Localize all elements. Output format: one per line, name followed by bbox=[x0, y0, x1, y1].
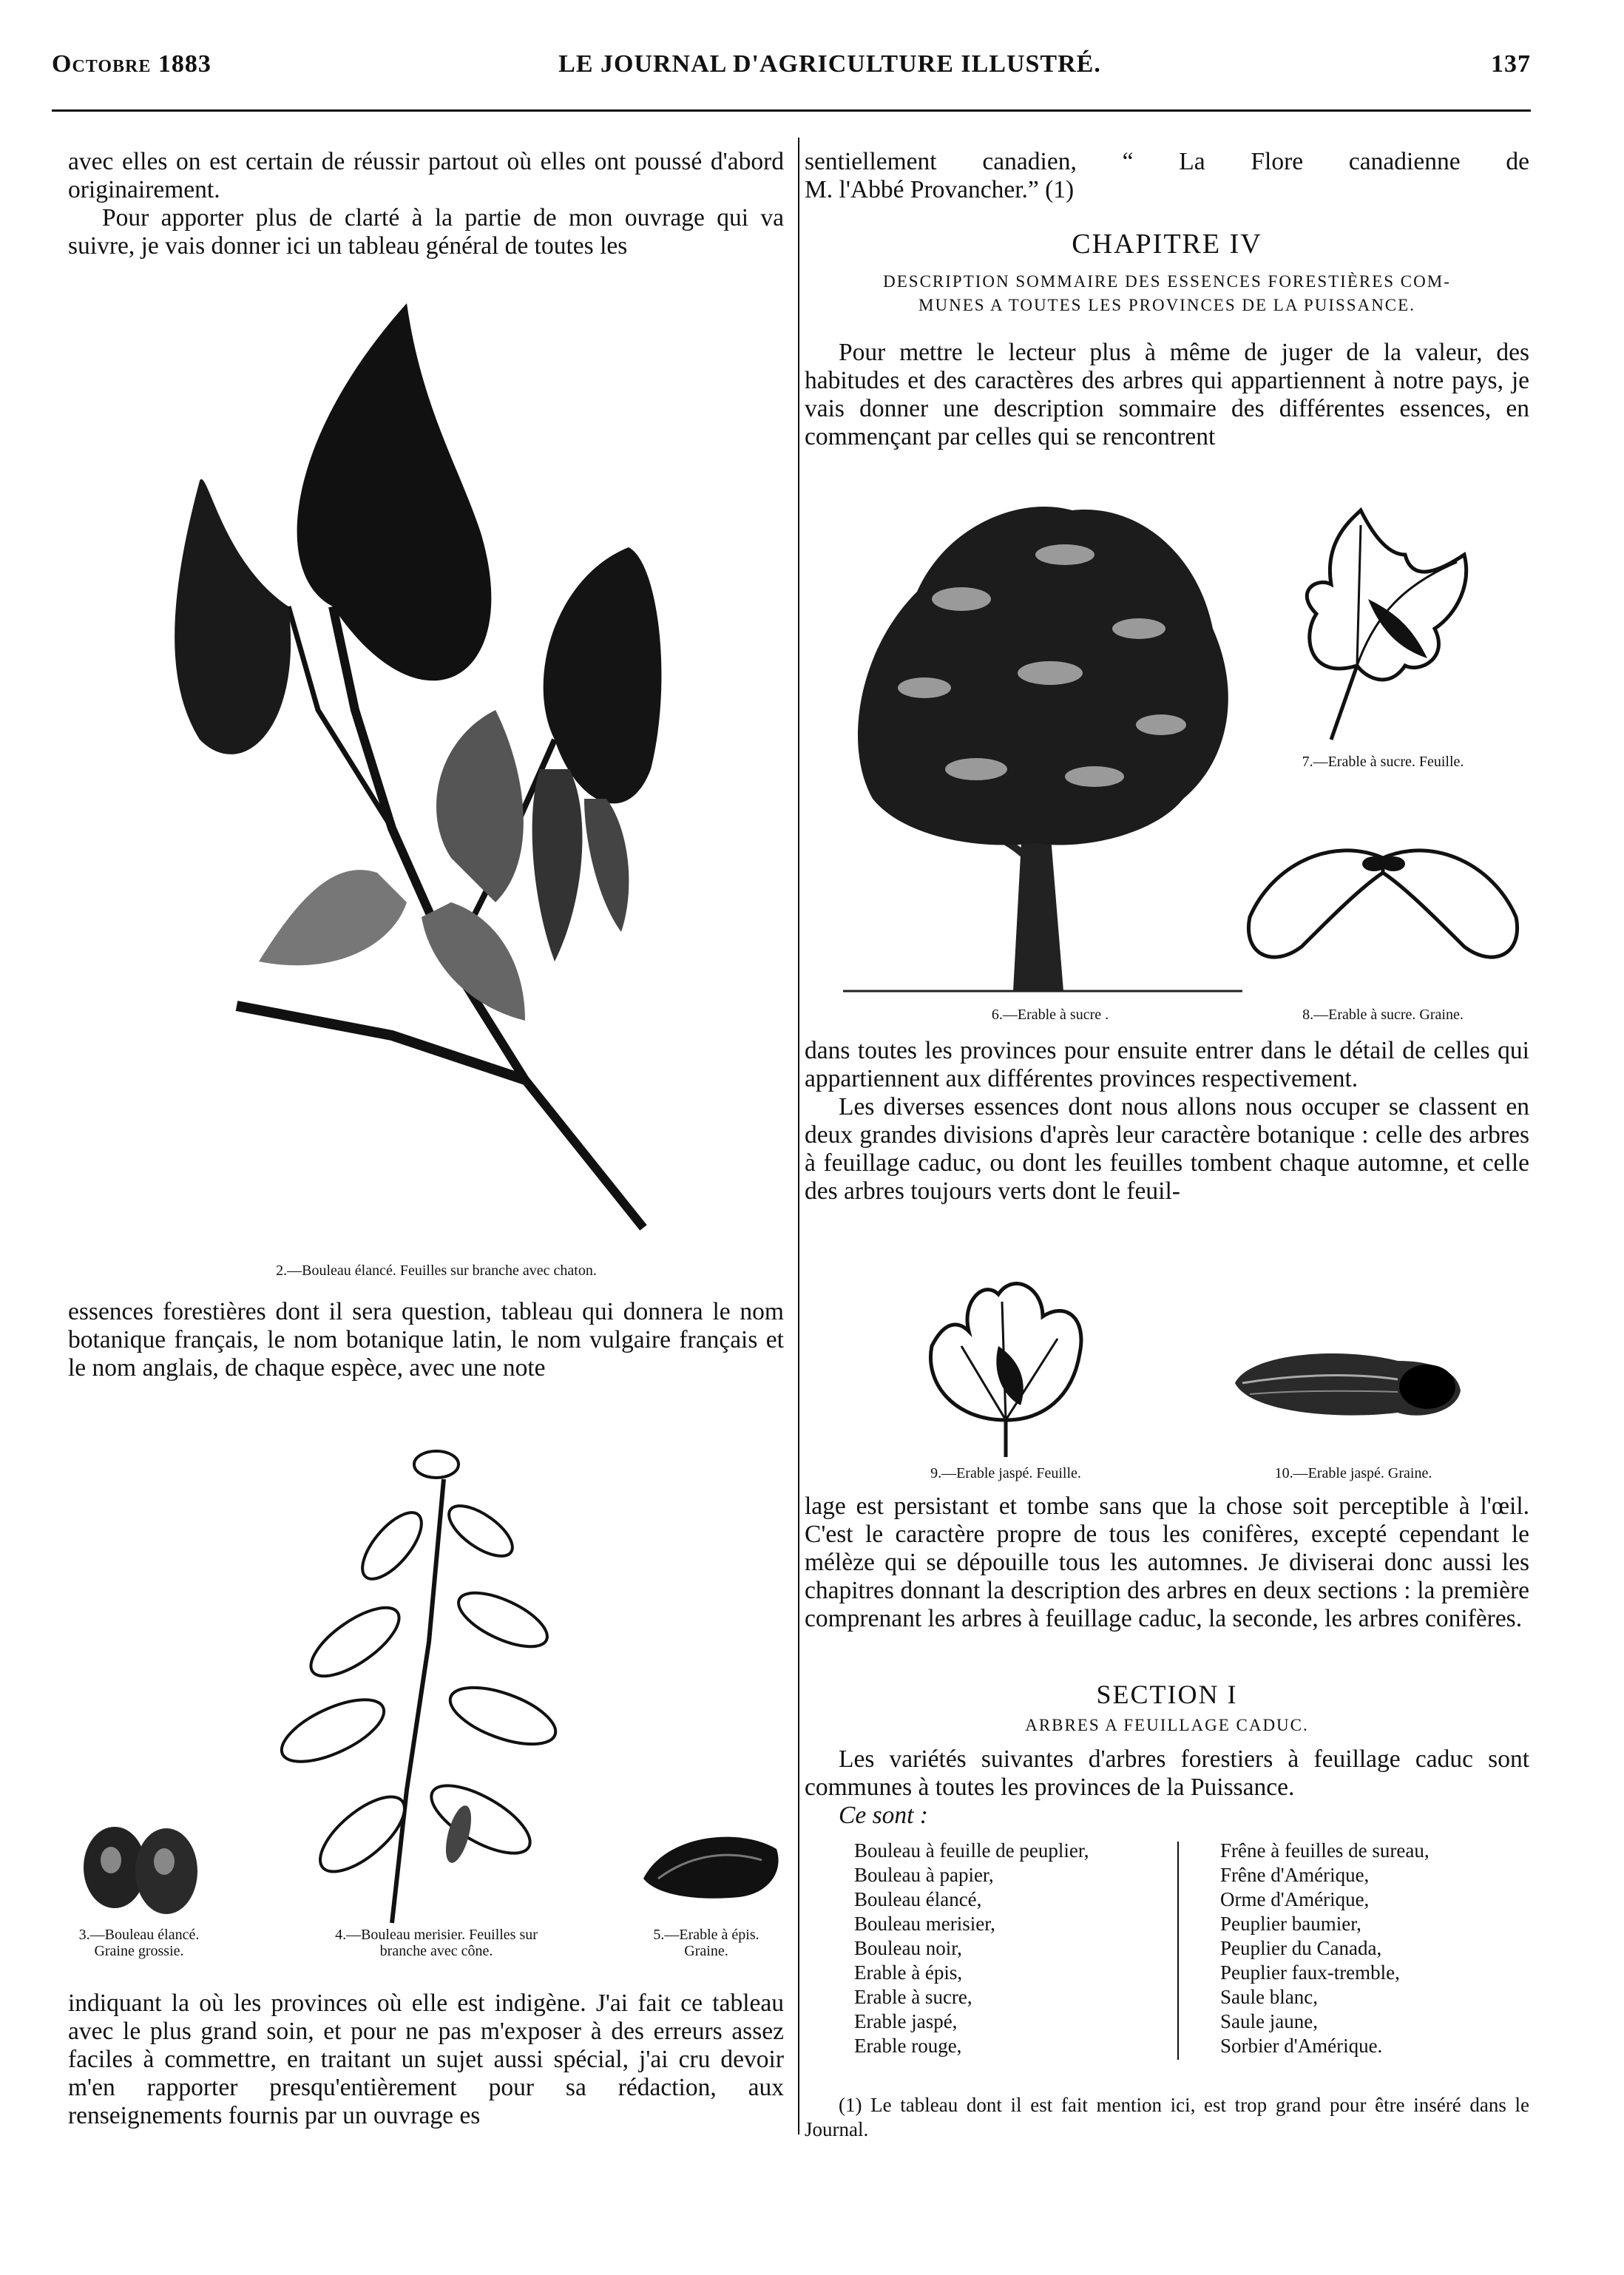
paragraph: avec elles on est certain de réussir partout où elles ont poussé d'abord originairement. bbox=[68, 148, 784, 203]
paragraph: Pour mettre le lecteur plus à même de juger de la valeur, des habitudes et des caractères des arbres qui appartiennent à notre pays, je vais donner une description sommaire des différentes essences, en commençant par celles qui se rencontrent bbox=[805, 339, 1529, 450]
right-column-mid bbox=[805, 1037, 1529, 1206]
chapter-subtitle: DESCRIPTION SOMMAIRE DES ESSENCES FORESTIÈRES COM- bbox=[883, 272, 1451, 291]
list-item: Erable jaspé, bbox=[854, 2010, 958, 2032]
footnote bbox=[805, 2093, 1529, 2142]
list-item: Peuplier faux-tremble, bbox=[1220, 1961, 1400, 1984]
list-item: Bouleau à feuille de peuplier, bbox=[854, 1839, 1089, 1862]
chapter-title: CHAPITRE IV bbox=[1072, 229, 1262, 260]
header-date: Octobre 1883 bbox=[52, 50, 212, 78]
chapter-subtitle: MUNES A TOUTES LES PROVINCES DE LA PUISSANCE. bbox=[918, 296, 1415, 314]
figure-cherry-birch-branch bbox=[259, 1420, 592, 1923]
right-column-section bbox=[805, 1745, 1529, 1830]
list-item: Saule blanc, bbox=[1220, 1986, 1318, 2008]
figure-caption: Graine. bbox=[684, 1943, 728, 1959]
left-column-bottom bbox=[68, 1990, 784, 2130]
paragraph: Les diverses essences dont nous allons nous occuper se classent en deux grandes divisions d'après leur caractère botanique : celle des arbres à feuillage caduc, ou dont les feuilles tombent chaque automne, et celle des arbres toujours verts dont le feuil- bbox=[805, 1093, 1529, 1205]
list-item: Erable rouge, bbox=[854, 2035, 962, 2057]
list-divider bbox=[1177, 1842, 1179, 2060]
figure-seeds bbox=[81, 1816, 200, 1927]
paragraph: Les variétés suivantes d'arbres forestiers à feuillage caduc sont communes à toutes les provinces de la Puissance. bbox=[805, 1745, 1529, 1801]
list-item: Sorbier d'Amérique. bbox=[1220, 2035, 1383, 2057]
list-item: Peuplier baumier, bbox=[1220, 1913, 1361, 1935]
figure-caption: 8.—Erable à sucre. Graine. bbox=[1302, 1007, 1464, 1023]
figure-birch-branch bbox=[111, 296, 762, 1235]
figure-sugar-maple-seed bbox=[1242, 828, 1523, 991]
left-column-top bbox=[68, 148, 784, 260]
figure-caption: Graine grossie. bbox=[94, 1943, 184, 1959]
right-column-lower bbox=[805, 1493, 1529, 1633]
figure-striped-maple-seed bbox=[1228, 1339, 1464, 1435]
figure-caption: 10.—Erable jaspé. Graine. bbox=[1274, 1465, 1432, 1481]
list-item: Frêne d'Amérique, bbox=[1220, 1864, 1370, 1886]
paragraph: lage est persistant et tombe sans que la chose soit perceptible à l'œil. C'est le caractère propre de tous les conifères, excepté cependant le mélèze qui se dépouille tous les automnes. Je diviserai donc aussi les chapitres donnant la description des arbres en deux sections : la première comprenant les arbres à feuillage caduc, la seconde, les arbres conifères. bbox=[805, 1493, 1529, 1632]
footnote-text: (1) Le tableau dont il est fait mention ici, est trop grand pour être inséré dans le Journal. bbox=[805, 2094, 1529, 2140]
paragraph: sentiellement canadien, “ La Flore canadienne de bbox=[805, 148, 1529, 175]
figure-caption: 4.—Bouleau merisier. Feuilles sur bbox=[335, 1927, 538, 1943]
list-item: Erable à sucre, bbox=[854, 1986, 972, 2008]
figure-sugar-maple-leaf bbox=[1287, 510, 1479, 747]
left-column-mid bbox=[68, 1298, 784, 1382]
paragraph: indiquant la où les provinces où elle est indigène. J'ai fait ce tableau avec le plus grand soin, et pour ne pas m'exposer à des erreurs assez faciles à commettre, en traitant un sujet aussi spécial, j'ai cru devoir m'en rapporter presqu'entièrement pour sa rédaction, aux renseignements fournis par un ouvrage es bbox=[68, 1990, 784, 2129]
paragraph: Pour apporter plus de clarté à la partie de mon ouvrage qui va suivre, je vais donner ici un tableau général de toutes les bbox=[68, 204, 784, 260]
paragraph: dans toutes les provinces pour ensuite entrer dans le détail de celles qui appartiennent aux différentes provinces respectivement. bbox=[805, 1037, 1529, 1092]
list-item: Bouleau noir, bbox=[854, 1937, 962, 1959]
figure-caption: 7.—Erable à sucre. Feuille. bbox=[1302, 754, 1464, 770]
figure-caption: 3.—Bouleau élancé. bbox=[78, 1927, 200, 1943]
list-item: Bouleau à papier, bbox=[854, 1864, 994, 1886]
list-item: Bouleau élancé, bbox=[854, 1888, 982, 1910]
paragraph: Ce sont : bbox=[839, 1802, 928, 1829]
paragraph: M. l'Abbé Provancher.” (1) bbox=[805, 176, 1075, 203]
list-item: Bouleau merisier, bbox=[854, 1913, 995, 1935]
section-title: SECTION I bbox=[1096, 1680, 1238, 1709]
figure-samara bbox=[636, 1827, 784, 1908]
figure-caption: 2.—Bouleau élancé. Feuilles sur branche avec chaton. bbox=[276, 1262, 597, 1279]
paragraph: essences forestières dont il sera question, tableau qui donnera le nom botanique français, le nom botanique latin, le nom vulgaire français et le nom anglais, de chaque espèce, avec une note bbox=[68, 1298, 784, 1382]
list-item: Peuplier du Canada, bbox=[1220, 1937, 1382, 1959]
species-list-right bbox=[1220, 1839, 1531, 2058]
figure-striped-maple-leaf bbox=[917, 1272, 1094, 1464]
figure-sugar-maple-tree bbox=[828, 481, 1242, 991]
figure-caption: 5.—Erable à épis. bbox=[653, 1927, 759, 1943]
figure-caption: 6.—Erable à sucre . bbox=[991, 1007, 1109, 1023]
figure-caption: branche avec cône. bbox=[379, 1943, 493, 1959]
list-item: Frêne à feuilles de sureau, bbox=[1220, 1839, 1430, 1862]
species-list-left bbox=[854, 1839, 1165, 2058]
figure-caption: 9.—Erable jaspé. Feuille. bbox=[930, 1465, 1081, 1481]
journal-title: LE JOURNAL D'AGRICULTURE ILLUSTRÉ. bbox=[558, 50, 1101, 78]
column-divider bbox=[798, 138, 799, 2134]
section-subtitle: ARBRES A FEUILLAGE CADUC. bbox=[1025, 1716, 1309, 1734]
list-item: Orme d'Amérique, bbox=[1220, 1888, 1370, 1910]
right-column-intro bbox=[805, 339, 1529, 451]
list-item: Erable à épis, bbox=[854, 1961, 963, 1984]
list-item: Saule jaune, bbox=[1220, 2010, 1318, 2032]
page-number: 137 bbox=[1491, 50, 1531, 78]
right-column-top bbox=[805, 148, 1529, 204]
header-rule bbox=[52, 109, 1531, 112]
